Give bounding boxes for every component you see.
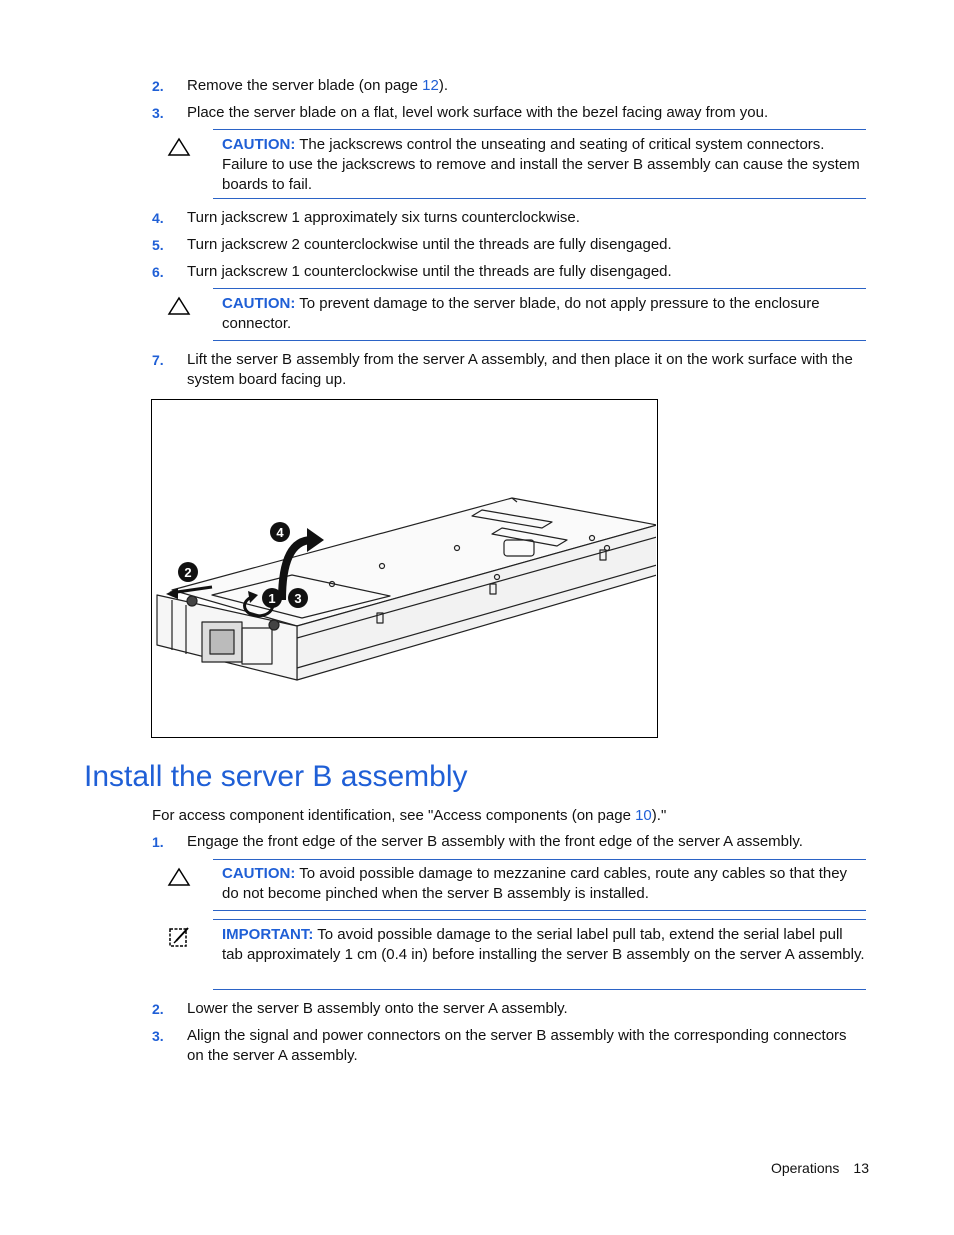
caution-note-enclosure <box>213 288 866 341</box>
caution-icon <box>167 867 191 887</box>
step-number: 6. <box>152 264 164 280</box>
caution-note-jackscrews <box>213 129 866 199</box>
callout-3-label: 3 <box>294 591 302 606</box>
step-number: 3. <box>152 1028 164 1044</box>
step-text: Lower the server B assembly onto the server A assembly. <box>187 1000 568 1017</box>
step-text <box>187 76 867 96</box>
step-text: Turn jackscrew 1 approximately six turns counterclockwise. <box>187 209 580 226</box>
important-text: To avoid possible damage to the serial label pull tab, extend the serial label pull tab approximately 1 cm (0.4 in) before installing the server B assembly on the server A assembly. <box>222 926 865 963</box>
intro-text-part: For access component identification, see "Access components (on page <box>152 807 636 824</box>
step-number: 5. <box>152 237 164 253</box>
intro-paragraph <box>152 806 867 826</box>
step-number: 2. <box>152 78 164 94</box>
page-footer <box>771 1158 869 1178</box>
step-align-connectors <box>152 1026 867 1066</box>
caution-label: CAUTION: <box>222 865 296 882</box>
footer-section: Operations <box>770 1160 840 1176</box>
intro-text-part: )." <box>651 807 667 824</box>
page-number: 13 <box>853 1160 869 1176</box>
step-lower-assembly <box>152 999 867 1019</box>
step-number: 2. <box>152 1001 164 1017</box>
caution-text: The jackscrews control the unseating and seating of critical system connectors. Failure to use the jackscrews to remove and install the server B assembly can cause the system boards to fail. <box>222 136 860 193</box>
section-title: Install the server B assembly <box>84 760 468 793</box>
step-text: Place the server blade on a flat, level work surface with the bezel facing away from you. <box>187 104 769 121</box>
step-number: 7. <box>152 352 164 368</box>
step-place-blade <box>152 103 867 123</box>
callout-1-label: 1 <box>268 591 276 606</box>
step-number: 3. <box>152 105 164 121</box>
step-text-part: Remove the server blade (on page <box>187 77 423 94</box>
caution-label: CAUTION: <box>222 295 296 312</box>
step-text: Turn jackscrew 2 counterclockwise until the threads are fully disengaged. <box>187 236 672 253</box>
step-engage-front-edge <box>152 832 867 852</box>
caution-icon <box>167 296 191 316</box>
page-link-12[interactable]: 12 <box>422 77 439 94</box>
callout-4-label: 4 <box>276 525 284 540</box>
step-number: 1. <box>152 834 164 850</box>
step-text: Turn jackscrew 1 counterclockwise until the threads are fully disengaged. <box>187 263 672 280</box>
important-note-pull-tab <box>213 919 866 990</box>
important-icon <box>167 925 191 949</box>
callout-2-label: 2 <box>184 565 192 580</box>
server-assembly-figure <box>151 399 658 738</box>
step-remove-blade <box>152 76 867 96</box>
caution-icon <box>167 137 191 157</box>
server-blade-illustration <box>152 400 656 736</box>
step-turn-jackscrew-1 <box>152 208 867 228</box>
important-label: IMPORTANT: <box>222 926 314 943</box>
step-turn-jackscrew-2 <box>152 235 867 255</box>
step-text: Lift the server B assembly from the server A assembly, and then place it on the work surface with the system board facing up. <box>187 351 853 388</box>
caution-note-cables <box>213 859 866 911</box>
step-lift-assembly <box>152 350 867 390</box>
caution-text: To prevent damage to the server blade, do not apply pressure to the enclosure connector. <box>222 295 820 332</box>
step-text: Engage the front edge of the server B assembly with the front edge of the server A assembly. <box>187 833 803 850</box>
caution-text: To avoid possible damage to mezzanine card cables, route any cables so that they do not become pinched when the server B assembly is installed. <box>222 865 848 902</box>
caution-label: CAUTION: <box>222 136 296 153</box>
step-turn-jackscrew-1-again <box>152 262 867 282</box>
step-number: 4. <box>152 210 164 226</box>
step-text: Align the signal and power connectors on the server B assembly with the corresponding connectors on the server A assembly. <box>187 1027 847 1064</box>
step-text-part: ). <box>438 77 448 94</box>
page-link-10[interactable]: 10 <box>635 807 652 824</box>
